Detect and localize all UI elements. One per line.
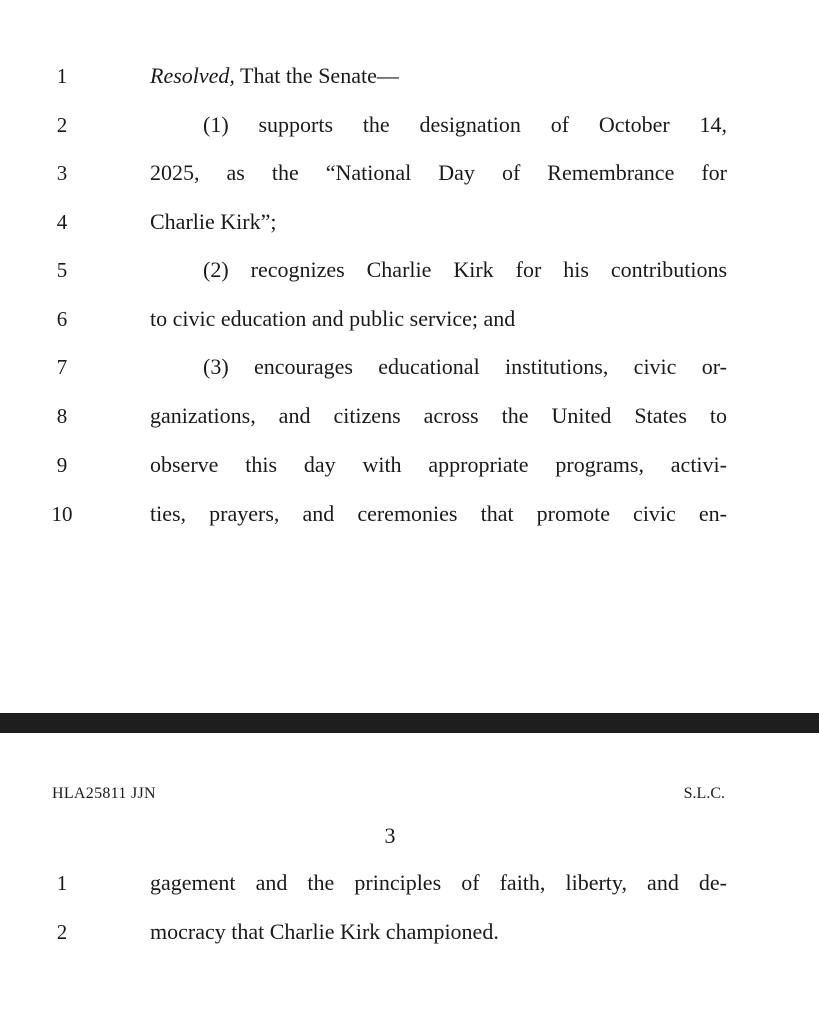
resolution-line: [0, 110, 819, 140]
resolution-line: [0, 352, 819, 382]
page-break-divider: [0, 713, 819, 733]
resolution-line: [0, 158, 819, 188]
resolution-line: [0, 868, 819, 898]
line-text: mocracy that Charlie Kirk championed.: [150, 919, 499, 944]
line-text-rest: That the Senate—: [234, 63, 399, 88]
resolution-line: [0, 499, 819, 529]
line-number: 8: [56, 404, 68, 428]
line-number: 4: [56, 210, 68, 234]
page-number: 3: [384, 823, 396, 848]
slc-header: S.L.C.: [683, 785, 725, 802]
line-number: 6: [56, 307, 68, 331]
line-number: 9: [56, 453, 68, 477]
resolution-line: [0, 401, 819, 431]
resolution-line: [0, 917, 819, 947]
line-text: ties, prayers, and ceremonies that promote civic en-: [150, 501, 727, 526]
line-text: (3) encourages educational institutions, civic or-: [203, 354, 727, 379]
resolved-word: Resolved,: [150, 63, 235, 88]
line-text: Charlie Kirk”;: [150, 209, 277, 234]
line-number: 1: [56, 64, 68, 88]
line-text: to civic education and public service; and: [150, 306, 516, 331]
resolution-line: [0, 304, 819, 334]
resolution-line: [0, 61, 819, 91]
resolution-line: [0, 207, 819, 237]
line-text: 2025, as the “National Day of Remembrance for: [150, 160, 727, 185]
line-text: (1) supports the designation of October 14,: [203, 112, 727, 137]
line-number: 1: [56, 871, 68, 895]
resolution-line: [0, 450, 819, 480]
bill-id-header: HLA25811 JJN: [52, 785, 156, 802]
line-text: [150, 61, 727, 91]
line-text: (2) recognizes Charlie Kirk for his contributions: [203, 257, 727, 282]
line-text: ganizations, and citizens across the United States to: [150, 403, 727, 428]
line-number: 2: [56, 113, 68, 137]
line-number: 3: [56, 161, 68, 185]
line-number: 10: [51, 502, 73, 526]
line-number: 5: [56, 258, 68, 282]
line-text: gagement and the principles of faith, liberty, and de-: [150, 870, 727, 895]
line-text: observe this day with appropriate programs, activi-: [150, 452, 727, 477]
line-number: 2: [56, 920, 68, 944]
line-number: 7: [56, 355, 68, 379]
resolution-line: [0, 255, 819, 285]
